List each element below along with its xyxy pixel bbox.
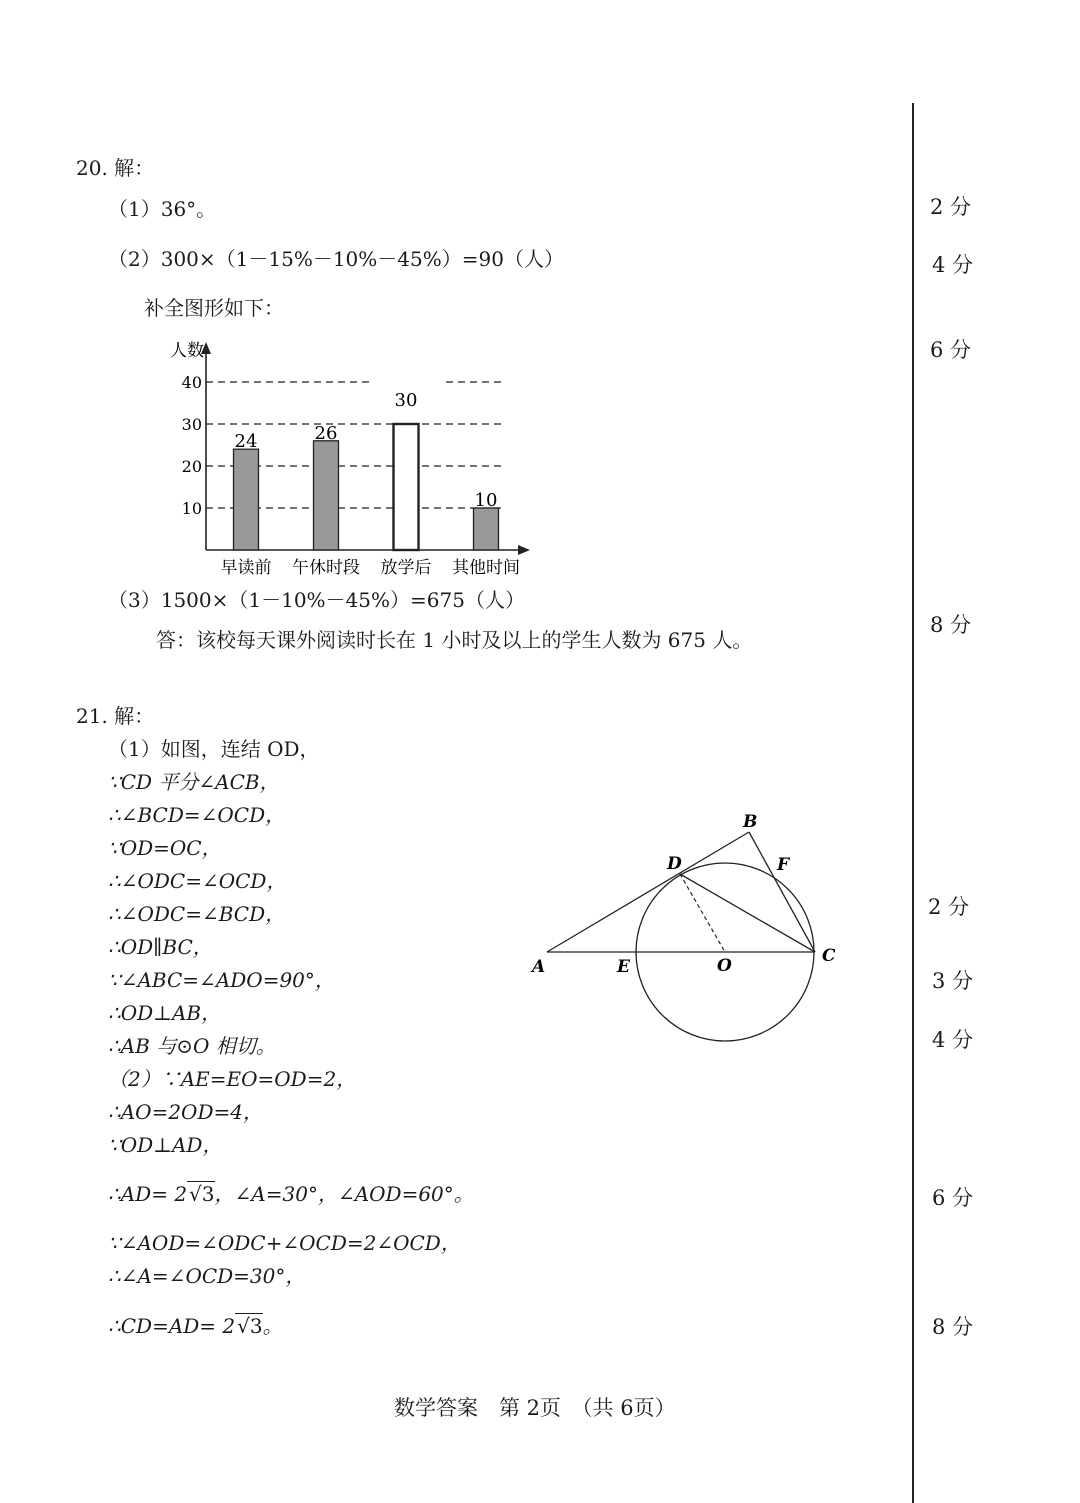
- segment-od-dashed: [680, 874, 725, 952]
- q21-line: （2）∵AE=EO=OD=2，: [108, 1067, 357, 1091]
- point-label-f: F: [777, 855, 790, 875]
- segment-bc: [749, 832, 815, 952]
- sqrt-3: √3: [189, 1182, 215, 1206]
- q21-line: ∴AO=2OD=4，: [108, 1100, 263, 1124]
- q20-part1: （1）36°。: [108, 197, 217, 221]
- q21-line: ∴OD⊥AB，: [108, 1001, 222, 1025]
- category-label: 午休时段: [292, 558, 360, 578]
- point-label-e: E: [617, 957, 630, 977]
- q21-line: ∵OD⊥AD，: [108, 1133, 223, 1157]
- q21-line: （1）如图，连结 OD，: [108, 737, 320, 761]
- category-label: 其他时间: [452, 558, 520, 578]
- q20-part3: （3）1500×（1－10%－45%）=675（人）: [108, 588, 525, 612]
- q21-line: ∴∠ODC=∠OCD，: [108, 869, 287, 893]
- score-label: 8 分: [932, 1315, 974, 1339]
- score-label: 6 分: [932, 1186, 974, 1210]
- q21-line: ∴OD∥BC，: [108, 935, 213, 959]
- bar: [394, 424, 419, 550]
- point-label-d: D: [667, 854, 682, 874]
- q21-cd-line: ∴CD=AD= 2 √3。: [108, 1314, 283, 1338]
- margin-rule: [912, 103, 914, 1503]
- q21-line: ∵CD 平分∠ACB，: [108, 770, 280, 794]
- point-label-a: A: [532, 957, 546, 977]
- q21-line: ∴∠BCD=∠OCD，: [108, 803, 286, 827]
- category-label: 放学后: [380, 558, 432, 578]
- data-label: 24: [234, 431, 258, 453]
- bar-chart: [150, 330, 550, 585]
- sqrt-3: √3: [237, 1314, 263, 1338]
- data-label: 30: [394, 390, 418, 411]
- score-label: 8 分: [930, 613, 972, 637]
- score-label: 4 分: [932, 1028, 974, 1052]
- point-label-b: B: [743, 812, 758, 832]
- score-label: 2 分: [928, 895, 970, 919]
- bar: [314, 441, 339, 550]
- data-label: 26: [314, 422, 338, 444]
- y-tick-label: 10: [181, 499, 202, 518]
- bar: [234, 449, 259, 550]
- page-footer: 数学答案 第 2页 （共 6页）: [394, 1396, 676, 1420]
- score-label: 4 分: [932, 253, 974, 277]
- q21-line: ∵∠AOD=∠ODC+∠OCD=2∠OCD，: [108, 1231, 461, 1255]
- x-axis-arrow: [518, 545, 530, 555]
- bar: [474, 508, 499, 550]
- q21-line: ∵OD=OC，: [108, 836, 222, 860]
- q21-header: 21. 解：: [76, 704, 155, 728]
- score-label: 6 分: [930, 338, 972, 362]
- q21-line: ∴∠A=∠OCD=30°，: [108, 1264, 306, 1288]
- q21-line: ∴AB 与⊙O 相切。: [108, 1034, 276, 1058]
- q21-line: ∴∠ODC=∠BCD，: [108, 902, 286, 926]
- y-axis-label: 人数: [170, 341, 204, 361]
- point-label-o: O: [717, 956, 732, 976]
- y-tick-label: 40: [181, 373, 202, 392]
- score-label: 2 分: [930, 195, 972, 219]
- score-label: 3 分: [932, 969, 974, 993]
- point-label-c: C: [822, 946, 836, 966]
- q20-answer: 答：该校每天课外阅读时长在 1 小时及以上的学生人数为 675 人。: [156, 628, 753, 652]
- q20-complete-figure: 补全图形如下：: [144, 296, 284, 320]
- y-tick-label: 20: [181, 457, 202, 476]
- data-label: 10: [474, 490, 498, 511]
- segment-ab: [547, 832, 749, 952]
- q20-header: 20. 解：: [76, 156, 155, 180]
- segment-dc: [680, 874, 815, 952]
- q21-line: ∵∠ABC=∠ADO=90°，: [108, 968, 335, 992]
- y-tick-label: 30: [181, 415, 202, 434]
- category-label: 早读前: [220, 558, 272, 578]
- q20-part2: （2）300×（1－15%－10%－45%）=90（人）: [108, 247, 564, 271]
- q21-ad-line: ∴AD= 2 √3，∠A=30°，∠AOD=60°。: [108, 1182, 474, 1206]
- geometry-figure: [520, 800, 860, 1050]
